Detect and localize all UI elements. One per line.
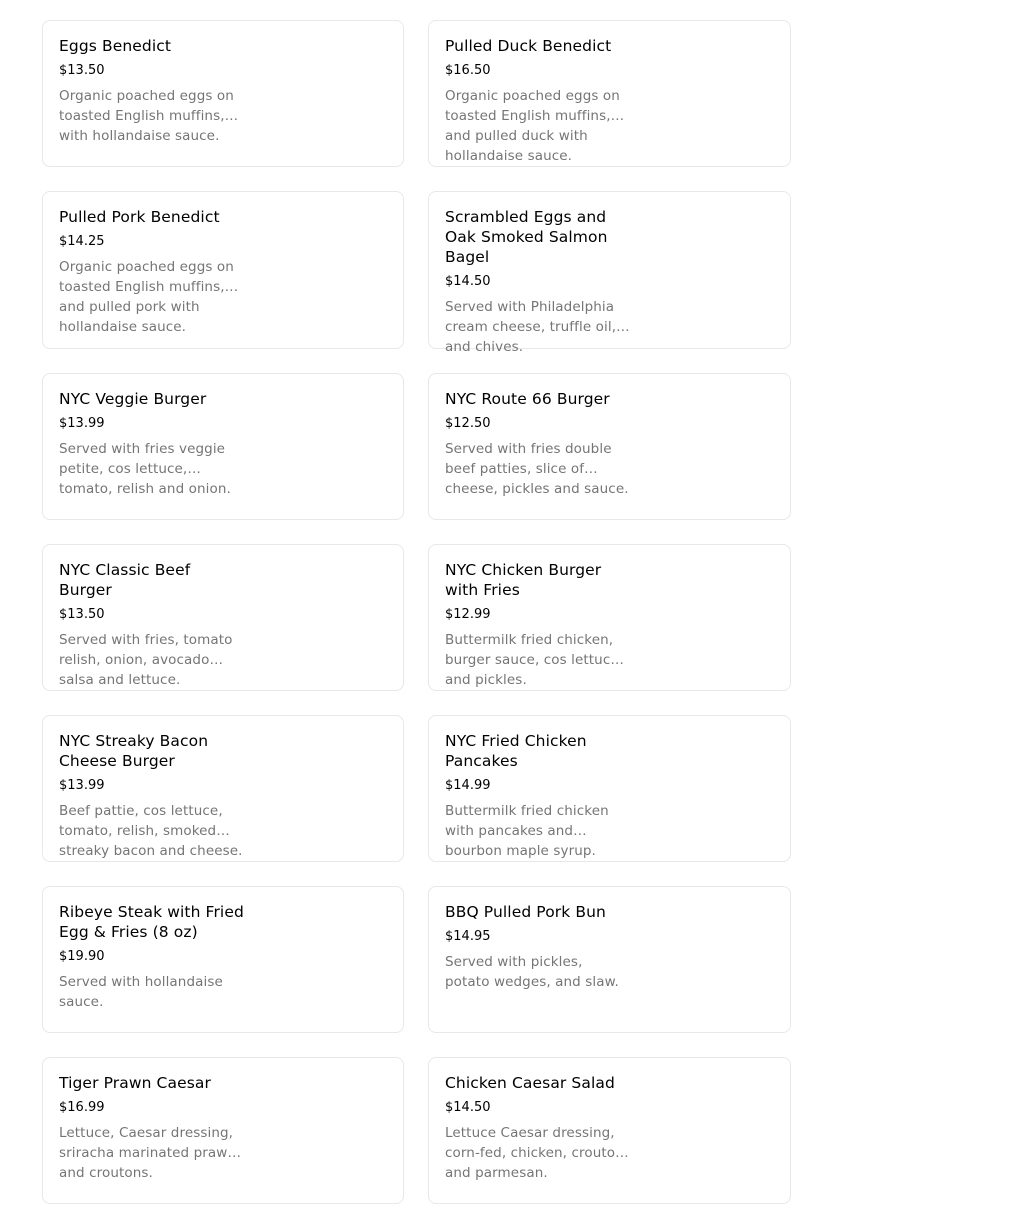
menu-item-description: Buttermilk fried chicken with pancakes and bourbon maple syrup. <box>445 803 609 859</box>
menu-item-content <box>445 560 631 688</box>
menu-item-name: Chicken Caesar Salad <box>445 1074 615 1092</box>
menu-item-description: Organic poached eggs on toasted English muffins, with hollandaise sauce. <box>59 88 234 144</box>
menu-item-name: NYC Route 66 Burger <box>445 390 610 408</box>
menu-item-content <box>445 389 631 497</box>
menu-item-card[interactable] <box>428 373 791 520</box>
menu-item-name: NYC Chicken Burger with Fries <box>445 561 602 599</box>
menu-item-content <box>59 902 245 1012</box>
menu-item-description: Served with pickles, potato wedges, and slaw. <box>445 954 619 990</box>
menu-item-price: $13.99 <box>59 778 105 793</box>
menu-item-price: $16.99 <box>59 1100 105 1115</box>
menu-item-card[interactable] <box>42 886 404 1033</box>
menu-item-name: Ribeye Steak with Fried Egg & Fries (8 oz) <box>59 903 244 941</box>
menu-item-description: Served with Philadelphia cream cheese, truffle oil, and chives. <box>445 299 617 355</box>
menu-item-description: Organic poached eggs on toasted English muffins, and pulled pork with hollandaise sauce. <box>59 259 234 335</box>
menu-item-card[interactable] <box>428 886 791 1033</box>
menu-item-price: $12.99 <box>445 607 491 622</box>
menu-item-price: $13.99 <box>59 416 105 431</box>
menu-item-name: Pulled Duck Benedict <box>445 37 612 55</box>
menu-item-name: NYC Streaky Bacon Cheese Burger <box>59 732 209 770</box>
menu-item-card[interactable] <box>428 715 791 862</box>
menu-item-description: Served with hollandaise sauce. <box>59 974 223 1010</box>
menu-item-name: Eggs Benedict <box>59 37 172 55</box>
menu-item-card[interactable] <box>42 191 404 349</box>
menu-item-price: $14.50 <box>445 274 491 289</box>
menu-item-content <box>59 731 245 859</box>
menu-item-name: NYC Fried Chicken Pancakes <box>445 732 587 770</box>
menu-item-description: Lettuce, Caesar dressing, sriracha marinated prawns and croutons. <box>59 1125 244 1181</box>
menu-item-card[interactable] <box>42 544 404 691</box>
menu-item-content <box>445 902 631 992</box>
menu-item-name: NYC Classic Beef Burger <box>59 561 191 599</box>
menu-item-content <box>445 36 631 164</box>
menu-item-card[interactable] <box>428 20 791 167</box>
menu-item-card[interactable] <box>428 1057 791 1204</box>
menu-item-description: Served with fries double beef patties, slice of cheese, pickles and sauce. <box>445 441 629 497</box>
menu-item-card[interactable] <box>42 20 404 167</box>
menu-item-name: Pulled Pork Benedict <box>59 208 220 226</box>
menu-item-price: $12.50 <box>445 416 491 431</box>
menu-item-price: $13.50 <box>59 607 105 622</box>
menu-item-price: $13.50 <box>59 63 105 78</box>
menu-item-price: $16.50 <box>445 63 491 78</box>
menu-item-name: BBQ Pulled Pork Bun <box>445 903 606 921</box>
menu-item-price: $14.50 <box>445 1100 491 1115</box>
menu-item-card[interactable] <box>428 544 791 691</box>
menu-item-description: Beef pattie, cos lettuce, tomato, relish, smoked streaky bacon and cheese. <box>59 803 243 859</box>
menu-item-price: $14.25 <box>59 234 105 249</box>
menu-item-content <box>59 1073 245 1181</box>
menu-item-name: Tiger Prawn Caesar <box>59 1074 211 1092</box>
menu-item-content <box>59 207 245 335</box>
menu-item-description: Buttermilk fried chicken, burger sauce, cos lettuce, and pickles. <box>445 632 624 688</box>
menu-item-card[interactable] <box>42 1057 404 1204</box>
menu-item-description: Organic poached eggs on toasted English muffins, and pulled duck with hollandaise sauce. <box>445 88 620 164</box>
menu-item-price: $19.90 <box>59 949 105 964</box>
menu-item-content <box>59 389 245 497</box>
menu-item-name: NYC Veggie Burger <box>59 390 207 408</box>
menu-item-description: Served with fries, tomato relish, onion, avocado salsa and lettuce. <box>59 632 233 688</box>
menu-item-card[interactable] <box>428 191 791 355</box>
menu-grid <box>42 20 791 1204</box>
menu-item-price: $14.99 <box>445 778 491 793</box>
menu-item-card[interactable] <box>42 715 404 862</box>
menu-item-card[interactable] <box>42 373 404 520</box>
menu-item-content <box>59 560 245 688</box>
menu-item-name: Scrambled Eggs and Oak Smoked Salmon Bagel <box>445 208 608 266</box>
menu-item-content <box>445 1073 631 1181</box>
menu-item-description: Lettuce Caesar dressing, corn-fed, chicken, croutons and parmesan. <box>445 1125 631 1181</box>
menu-item-content <box>59 36 245 144</box>
menu-item-content <box>445 731 631 859</box>
menu-item-price: $14.95 <box>445 929 491 944</box>
menu-item-description: Served with fries veggie petite, cos lettuce, tomato, relish and onion. <box>59 441 231 497</box>
menu-item-content <box>445 207 631 355</box>
